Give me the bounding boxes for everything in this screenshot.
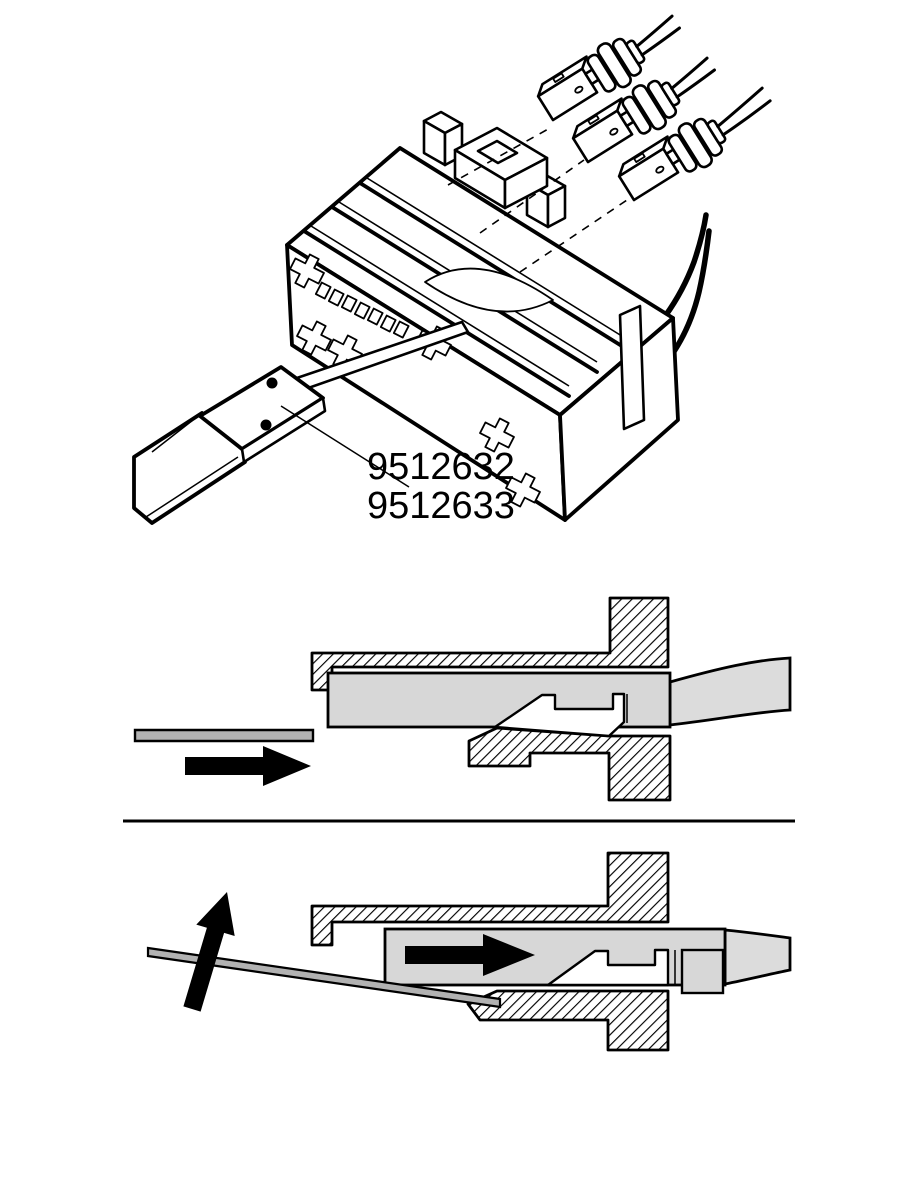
cross-section-release-step xyxy=(148,853,790,1050)
exploded-connector-illustration xyxy=(134,5,782,527)
housing-lower-wall xyxy=(469,728,670,800)
insert-direction-arrow-icon xyxy=(185,746,311,786)
lift-arrow-icon xyxy=(183,892,234,1012)
part-number-tool-b: 9512633 xyxy=(367,485,515,527)
tool-rivet-2 xyxy=(261,420,272,431)
terminal-wire xyxy=(725,930,790,984)
terminal-foot xyxy=(682,950,723,993)
cross-section-insert-step xyxy=(135,598,790,800)
tool-blade-section xyxy=(135,730,313,741)
right-face-slot xyxy=(620,306,644,429)
tool-rivet-1 xyxy=(267,378,278,389)
terminal-wire xyxy=(670,658,790,725)
part-number-tool-a: 9512632 xyxy=(367,446,515,488)
